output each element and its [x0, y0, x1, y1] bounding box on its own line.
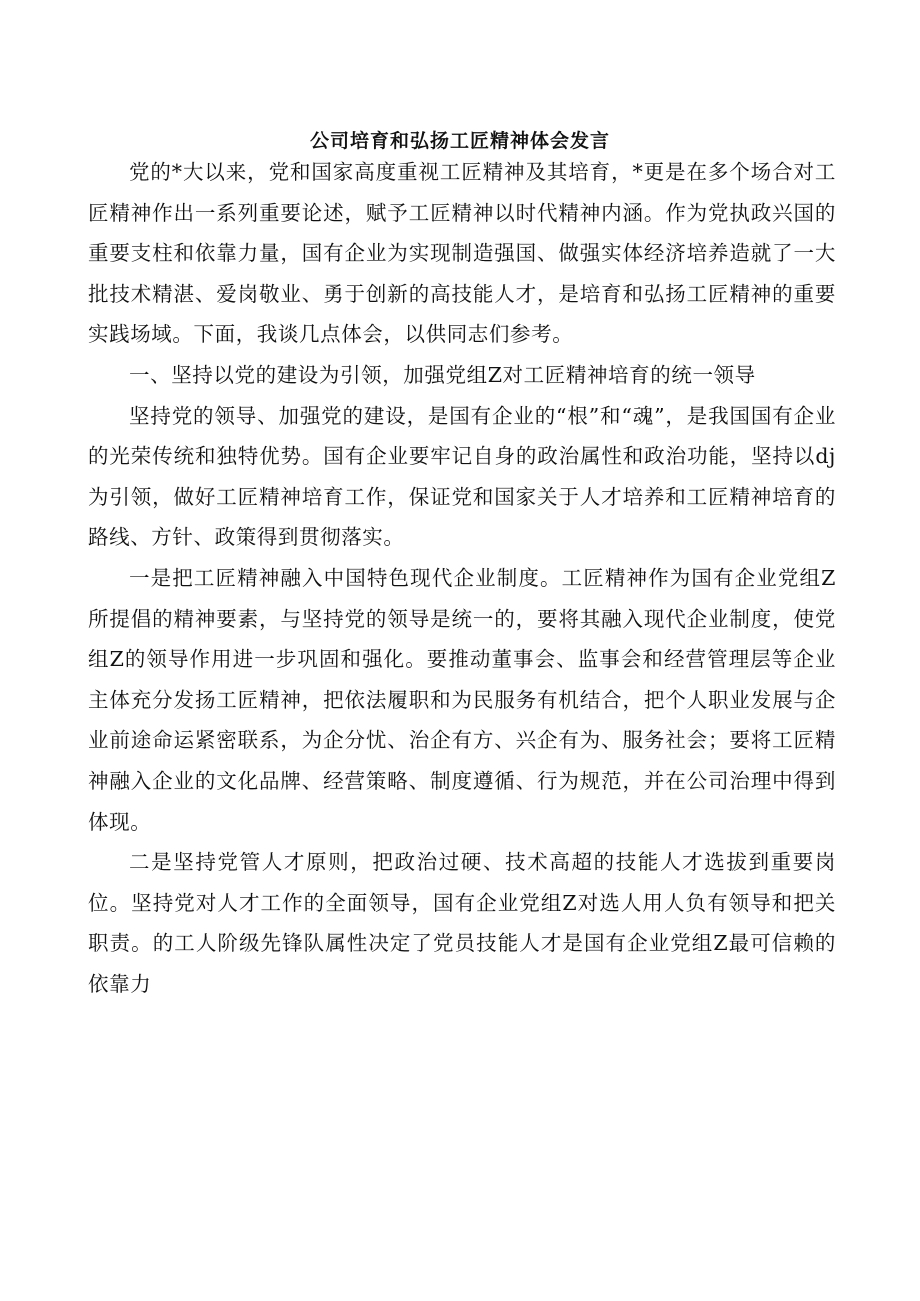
paragraph-party-leadership: 坚持党的领导、加强党的建设，是国有企业的“根”和“魂”，是我国国有企业的光荣传统和独特优势。国有企业要牢记自身的政治属性和政治功能，坚持以dj为引领，做好工匠精神培育工作，保证党和国家关于人才培养和工匠精神培育的路线、方针、政策得到贯彻落实。 [88, 403, 836, 550]
paragraph-point-two: 二是坚持党管人才原则，把政治过硬、技术高超的技能人才选拔到重要岗位。坚持党对人才工作的全面领导，国有企业党组Z对选人用人负有领导和把关职责。的工人阶级先锋队属性决定了党员技能人才是国有企业党组Z最可信赖的依靠力 [88, 850, 836, 996]
document-title: 公司培育和弘扬工匠精神体会发言 [309, 130, 610, 152]
document-body [88, 152, 836, 1004]
paragraph-point-one: 一是把工匠精神融入中国特色现代企业制度。工匠精神作为国有企业党组Z所提倡的精神要素，与坚持党的领导是统一的，要将其融入现代企业制度，使党组Z的领导作用进一步巩固和强化。要推动董事会、监事会和经营管理层等企业主体充分发扬工匠精神，把依法履职和为民服务有机结合，把个人职业发展与企业前途命运紧密联系，为企分忧、治企有方、兴企有为、服务社会；要将工匠精神融入企业的文化品牌、经营策略、制度遵循、行为规范，并在公司治理中得到体现。 [88, 565, 836, 834]
paragraph-intro: 党的*大以来，党和国家高度重视工匠精神及其培育，*更是在多个场合对工匠精神作出一系列重要论述，赋予工匠精神以时代精神内涵。作为党执政兴国的重要支柱和依靠力量，国有企业为实现制造强国、做强实体经济培养造就了一大批技术精湛、爱岗敬业、勇于创新的高技能人才，是培育和弘扬工匠精神的重要实践场域。下面，我谈几点体会，以供同志们参考。 [88, 160, 836, 347]
section-heading-1: 一、坚持以党的建设为引领，加强党组Z对工匠精神培育的统一领导 [129, 362, 756, 387]
